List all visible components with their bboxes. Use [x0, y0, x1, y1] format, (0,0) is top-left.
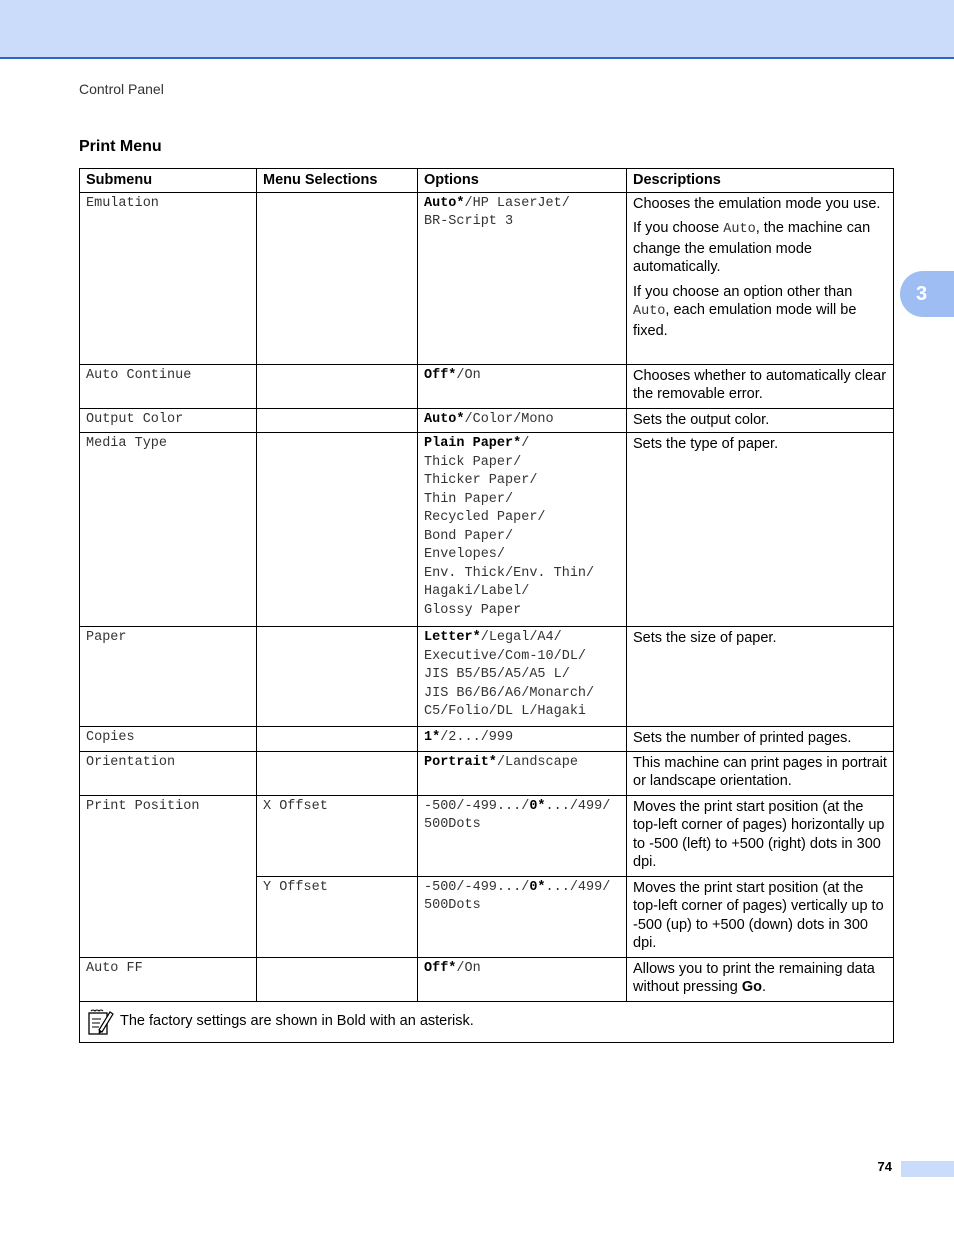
default-option: Auto*	[424, 195, 465, 211]
options-cell: -500/-499.../0*.../499/ 500Dots	[418, 795, 627, 876]
options-cell: Off*/On	[418, 957, 627, 1001]
note-text: The factory settings are shown in Bold with an asterisk.	[120, 1013, 474, 1030]
note-pencil-icon	[86, 1008, 114, 1036]
chapter-tab	[900, 271, 954, 317]
table-row	[80, 627, 894, 727]
table-row	[80, 192, 894, 364]
note-row	[80, 1001, 894, 1042]
default-option: Plain Paper*	[424, 436, 522, 451]
default-option: Letter*	[424, 630, 481, 645]
table-row	[80, 727, 894, 752]
default-option: 0*	[529, 879, 546, 895]
description-cell: Chooses whether to automatically clear the removable error.	[627, 364, 894, 408]
default-option: 1*	[424, 730, 441, 745]
description-cell: Sets the type of paper.	[627, 433, 894, 627]
breadcrumb: Control Panel	[79, 81, 164, 97]
selection-cell	[257, 433, 418, 627]
submenu-cell: Copies	[80, 727, 257, 752]
description-cell: Allows you to print the remaining data without pressing Go.	[627, 957, 894, 1001]
table-header-row	[80, 169, 894, 193]
header-menu-selections: Menu Selections	[257, 169, 418, 193]
selection-cell	[257, 364, 418, 408]
submenu-cell: Auto FF	[80, 957, 257, 1001]
table-row	[80, 433, 894, 627]
selection-cell	[257, 627, 418, 727]
description-cell: Sets the number of printed pages.	[627, 727, 894, 752]
description-cell: Sets the output color.	[627, 408, 894, 433]
header-descriptions: Descriptions	[627, 169, 894, 193]
table-row	[80, 957, 894, 1001]
page-number: 74	[877, 1159, 892, 1174]
selection-cell	[257, 751, 418, 795]
chapter-number: 3	[916, 282, 928, 305]
description-cell: This machine can print pages in portrait or landscape orientation.	[627, 751, 894, 795]
selection-cell: Y Offset	[257, 876, 418, 957]
options-cell: -500/-499.../0*.../499/ 500Dots	[418, 876, 627, 957]
options-cell: Auto*/Color/Mono	[418, 408, 627, 433]
default-option: Portrait*	[424, 754, 497, 770]
default-option: 0*	[529, 798, 546, 814]
submenu-cell: Emulation	[80, 192, 257, 364]
table-row	[80, 408, 894, 433]
submenu-cell: Auto Continue	[80, 364, 257, 408]
table-row	[80, 795, 894, 876]
submenu-cell: Orientation	[80, 751, 257, 795]
table-row	[80, 364, 894, 408]
options-cell: Letter*/Legal/A4/ Executive/Com-10/DL/ JIS B5/B5/A5/A5 L/ JIS B6/B6/A6/Monarch/ C5/Folio/DL L/Hagaki	[418, 627, 627, 727]
description-cell: Sets the size of paper.	[627, 627, 894, 727]
submenu-cell: Paper	[80, 627, 257, 727]
header-band	[0, 0, 954, 59]
options-cell: Portrait*/Landscape	[418, 751, 627, 795]
default-option: Off*	[424, 960, 457, 976]
description-cell: Moves the print start position (at the top-left corner of pages) horizontally up to -500 (left) to +500 (right) dots in 300 dpi.	[627, 795, 894, 876]
selection-cell	[257, 408, 418, 433]
selection-cell: X Offset	[257, 795, 418, 876]
submenu-cell: Print Position	[80, 795, 257, 957]
selection-cell	[257, 192, 418, 364]
submenu-cell: Output Color	[80, 408, 257, 433]
print-menu-table	[79, 168, 894, 1043]
selection-cell	[257, 957, 418, 1001]
options-cell: Off*/On	[418, 364, 627, 408]
default-option: Auto*	[424, 411, 465, 427]
description-cell: Chooses the emulation mode you use. If you choose Auto, the machine can change the emulation mode automatically. If you choose an option other than Auto, each emulation mode will be fixed.	[627, 192, 894, 364]
options-cell: Auto*/HP LaserJet/ BR-Script 3	[418, 192, 627, 364]
submenu-cell: Media Type	[80, 433, 257, 627]
selection-cell	[257, 727, 418, 752]
header-submenu: Submenu	[80, 169, 257, 193]
options-cell: 1*/2.../999	[418, 727, 627, 752]
page-tab	[901, 1161, 954, 1177]
description-cell: Moves the print start position (at the top-left corner of pages) vertically up to -500 (up) to +500 (down) dots in 300 dpi.	[627, 876, 894, 957]
options-cell: Plain Paper*/ Thick Paper/ Thicker Paper/ Thin Paper/ Recycled Paper/ Bond Paper/ Envelopes/ Env. Thick/Env. Thin/ Hagaki/Label/ Glossy Paper	[418, 433, 627, 627]
header-options: Options	[418, 169, 627, 193]
section-title: Print Menu	[79, 138, 162, 155]
default-option: Off*	[424, 367, 457, 383]
table-row	[80, 751, 894, 795]
